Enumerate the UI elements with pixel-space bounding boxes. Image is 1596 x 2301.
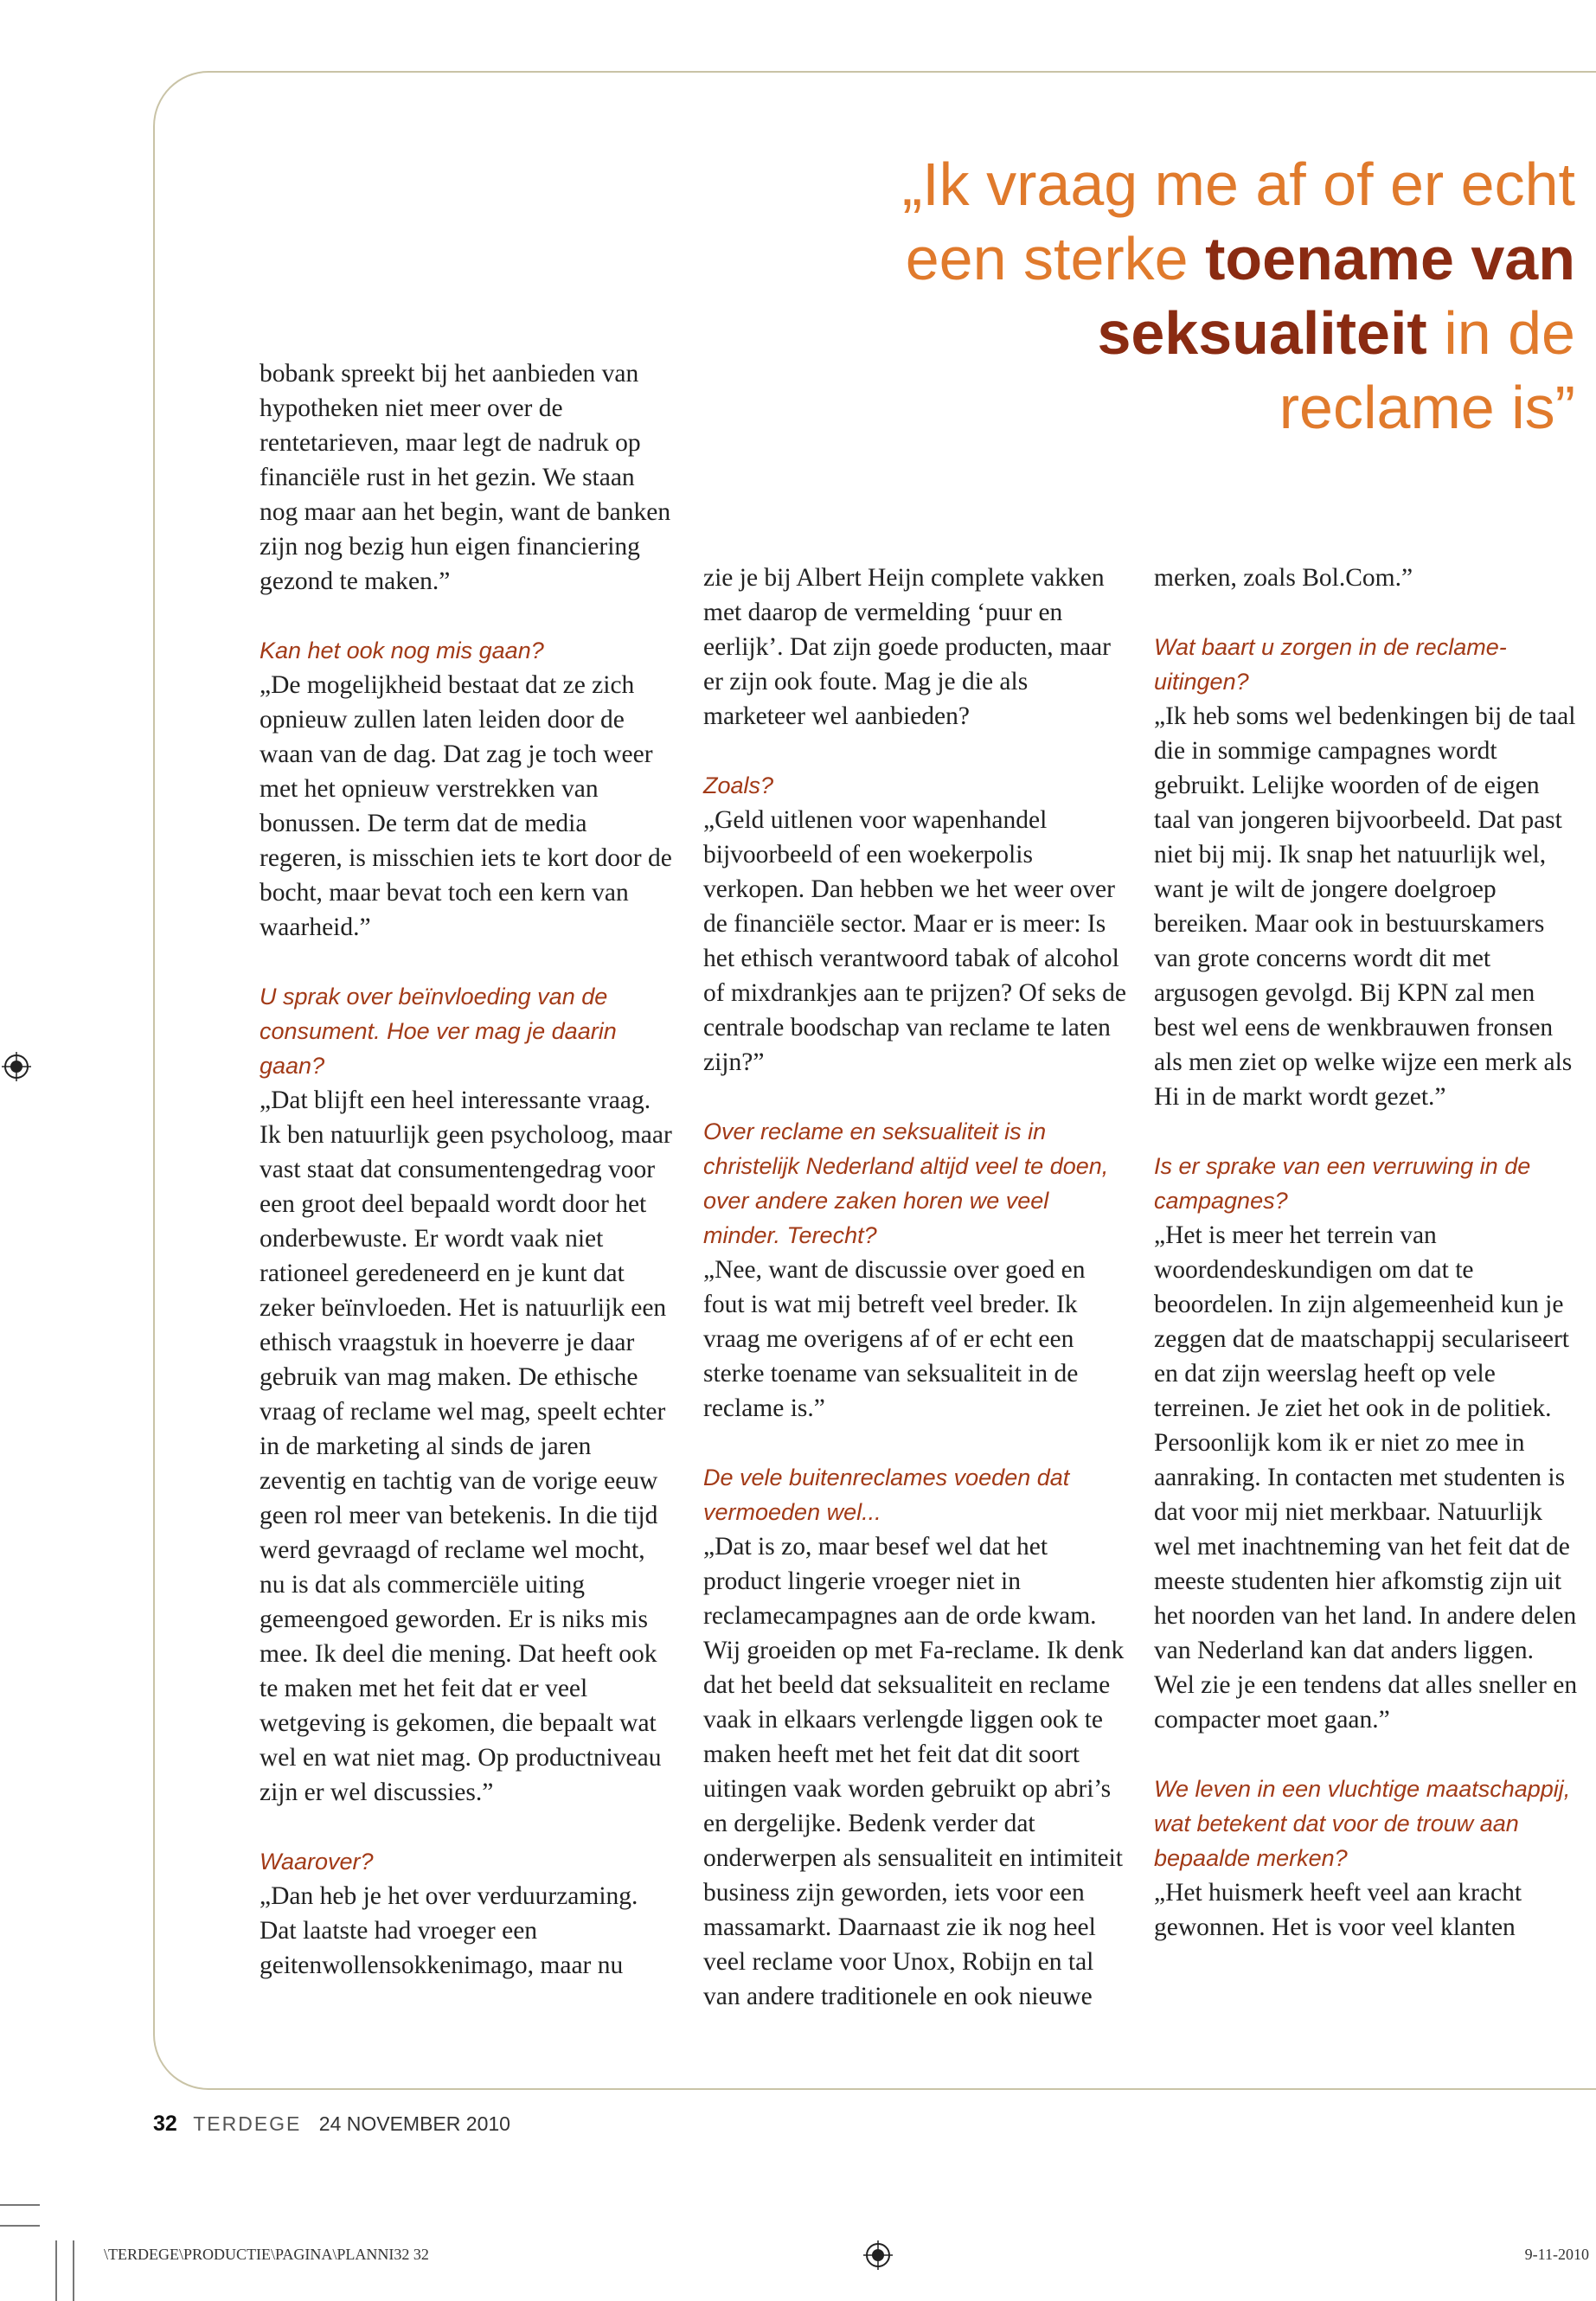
pull-quote-line-2 bbox=[710, 221, 1575, 296]
interview-question: We leven in een vluchtige maatschappij, wat betekent dat voor de trouw aan bepaalde merken? bbox=[1154, 1776, 1571, 1871]
page-footer bbox=[153, 2112, 510, 2137]
interview-question: De vele buitenreclames voeden dat vermoeden wel... bbox=[703, 1465, 1070, 1525]
paragraph: „Het huismerk heeft veel aan kracht gewonnen. Het is voor veel klanten bbox=[1154, 1879, 1522, 1941]
paragraph: „De mogelijkheid bestaat dat ze zich opnieuw zullen laten leiden door de waan van de dag. Dat zag je toch weer met het opnieuw verstrekken van bonussen. De term dat de media regeren, is misschien iets te kort door de bocht, maar bevat toch een kern van waarheid.” bbox=[260, 671, 672, 941]
paragraph: „Nee, want de discussie over goed en fout is wat mij betreft veel breder. Ik vraag me overigens af of er echt een sterke toename van seksualiteit in de reclame is.” bbox=[703, 1256, 1086, 1422]
production-date: 9-11-2010 bbox=[1524, 2246, 1589, 2263]
interview-question: Over reclame en seksualiteit is in christelijk Nederland altijd veel te doen, over andere zaken horen we veel minder. Terecht? bbox=[703, 1118, 1109, 1248]
pull-quote-bold: toename van bbox=[1205, 225, 1575, 292]
crop-mark bbox=[55, 2240, 57, 2301]
article-column-3 bbox=[1154, 561, 1578, 1945]
page-number: 32 bbox=[153, 2112, 177, 2136]
crop-mark bbox=[73, 2240, 74, 2301]
crop-mark bbox=[0, 2204, 40, 2206]
pull-quote-light: in de bbox=[1426, 299, 1575, 367]
interview-question: Kan het ook nog mis gaan? bbox=[260, 638, 544, 663]
paragraph: zie je bij Albert Heijn complete vakken met daarop de vermelding ‘puur en eerlijk’. Dat zijn goede producten, maar er zijn ook foute. Mag je die als marketeer wel aanbieden? bbox=[703, 564, 1111, 730]
magazine-name: TERDEGE bbox=[193, 2112, 302, 2135]
interview-question: Wat baart u zorgen in de reclame-uitingen? bbox=[1154, 634, 1507, 695]
pull-quote-bold: seksualiteit bbox=[1097, 299, 1427, 367]
pull-quote-line-4: reclame is” bbox=[1279, 374, 1575, 441]
paragraph: „Dat blijft een heel interessante vraag. Ik ben natuurlijk geen psycholoog, maar vast staat dat consumentengedrag voor een groot deel bepaald wordt door het onderbewuste. Er wordt vaak niet rationeel geredeneerd en je kunt dat zeker beïnvloeden. Het is natuurlijk een ethisch vraagstuk in hoeverre je daar gebruik van mag maken. De ethische vraag of reclame wel mag, speelt echter in de marketing al sinds de jaren zeventig en tachtig van de vorige eeuw geen rol meer van betekenis. In die tijd werd gevraagd of reclame wel mocht, nu is dat als commerciële uiting gemeengoed geworden. Er is niks mis mee. Ik deel die mening. Dat heeft ook te maken met het feit dat er veel wetgeving is gekomen, die bepaalt wat wel en wat niet mag. Op productniveau zijn er wel discussies.” bbox=[260, 1086, 672, 1806]
paragraph: merken, zoals Bol.Com.” bbox=[1154, 564, 1413, 592]
pull-quote-light: een sterke bbox=[905, 225, 1206, 292]
paragraph: „Dan heb je het over verduurzaming. Dat laatste had vroeger een geitenwollensokkenimago, maar nu bbox=[260, 1882, 638, 1979]
interview-question: U sprak over beïnvloeding van de consument. Hoe ver mag je daarin gaan? bbox=[260, 984, 617, 1079]
article-column-2 bbox=[703, 561, 1127, 2014]
interview-question: Waarover? bbox=[260, 1849, 374, 1875]
interview-question: Is er sprake van een verruwing in de campagnes? bbox=[1154, 1153, 1531, 1214]
registration-mark-icon bbox=[863, 2240, 893, 2270]
registration-mark-icon bbox=[2, 1052, 31, 1081]
issue-date: 24 NOVEMBER 2010 bbox=[318, 2112, 510, 2135]
production-slug: \TERDEGE\PRODUCTIE\PAGINA\PLANNI32 32 bbox=[104, 2246, 429, 2263]
interview-question: Zoals? bbox=[703, 772, 774, 798]
pull-quote-line-1: „Ik vraag me af of er echt bbox=[901, 151, 1575, 218]
article-column-1 bbox=[260, 356, 675, 1983]
pull-quote-line-3 bbox=[710, 296, 1575, 370]
paragraph: „Geld uitlenen voor wapenhandel bijvoorbeeld of een woekerpolis verkopen. Dan hebben we het weer over de financiële sector. Maar er is meer: Is het ethisch verantwoord tabak of alcohol of mixdrankjes aan te prijzen? Of seks de centrale boodschap van reclame te laten zijn?” bbox=[703, 806, 1127, 1076]
paragraph: „Dat is zo, maar besef wel dat het product lingerie vroeger niet in reclamecampagnes aan de orde kwam. Wij groeiden op met Fa-reclame. Ik denk dat het beeld dat seksualiteit en reclame vaak in elkaars verlengde liggen ook te maken heeft met het feit dat dit soort uitingen vaak worden gebruikt op abri’s en dergelijke. Bedenk verder dat onderwerpen als sensualiteit en intimiteit business zijn geworden, iets voor een massamarkt. Daarnaast zie ik nog heel veel reclame voor Unox, Robijn en tal van andere traditionele en ook nieuwe bbox=[703, 1533, 1125, 2010]
paragraph: „Ik heb soms wel bedenkingen bij de taal die in sommige campagnes wordt gebruikt. Lelijke woorden of de eigen taal van jongeren bijvoorbeeld. Dat past niet bij mij. Ik snap het natuurlijk wel, want je wilt de jongere doelgroep bereiken. Maar ook in bestuurskamers van grote concerns wordt dit met argusogen gevolgd. Bij KPN zal men best wel eens de wenkbrauwen fronsen als men ziet op welke wijze een merk als Hi in de markt wordt gezet.” bbox=[1154, 702, 1576, 1111]
pull-quote bbox=[710, 147, 1575, 445]
paragraph: bobank spreekt bij het aanbieden van hypotheken niet meer over de rentetarieven, maar legt de nadruk op financiële rust in het gezin. We staan nog maar aan het begin, want de banken zijn nog bezig hun eigen financiering gezond te maken.” bbox=[260, 360, 671, 595]
paragraph: „Het is meer het terrein van woordendeskundigen om dat te beoordelen. In zijn algemeenheid kun je zeggen dat de maatschappij seculariseert en dat zijn weerslag heeft op vele terreinen. Je ziet het ook in de politiek. Persoonlijk kom ik er niet zo mee in aanraking. In contacten met studenten is dat voor mij niet merkbaar. Natuurlijk wel met inachtneming van het feit dat de meeste studenten hier afkomstig zijn uit het noorden van het land. In andere delen van Nederland kan dat anders liggen. Wel zie je een tendens dat alles sneller en compacter moet gaan.” bbox=[1154, 1221, 1578, 1734]
crop-mark bbox=[0, 2225, 40, 2227]
